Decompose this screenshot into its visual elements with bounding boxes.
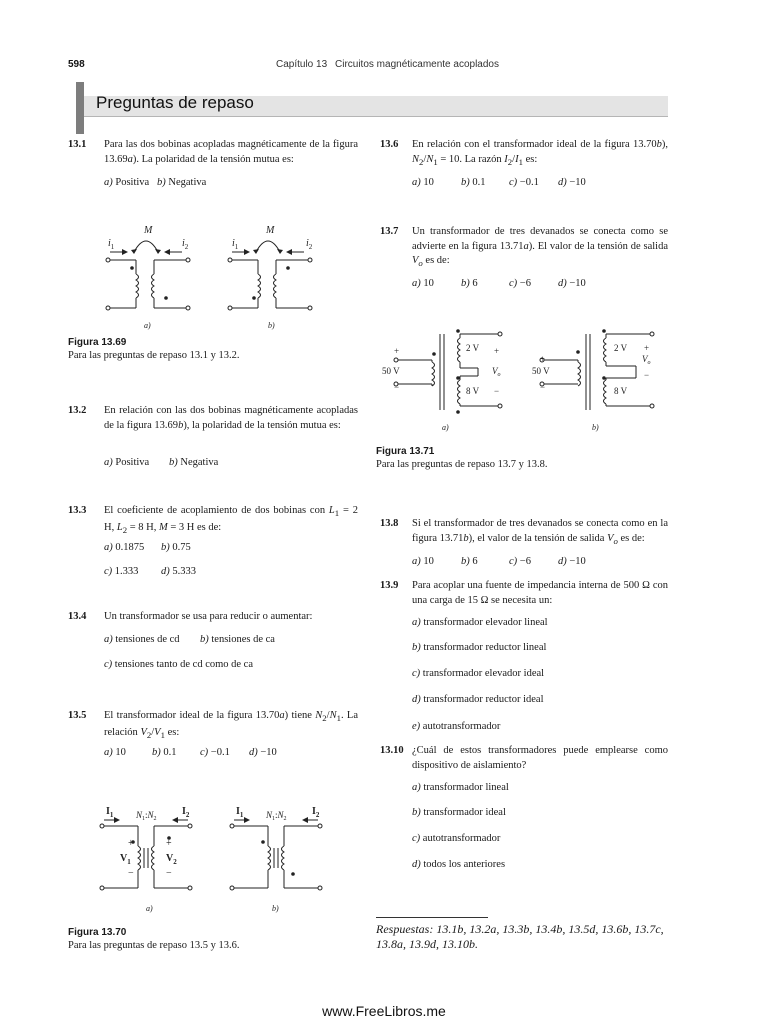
svg-text:8 V: 8 V <box>614 386 628 396</box>
option-c: c) tensiones tanto de cd como de ca <box>104 659 253 670</box>
svg-text:a): a) <box>146 904 153 913</box>
svg-text:−: − <box>494 386 500 396</box>
svg-text:−: − <box>128 868 134 879</box>
svg-text:−: − <box>394 382 400 392</box>
figure-13-70 <box>96 800 336 916</box>
option-c: c) −0.1 <box>200 747 230 758</box>
svg-text:−: − <box>166 868 172 879</box>
section-title-accent <box>76 82 84 134</box>
svg-text:50 V: 50 V <box>532 366 550 376</box>
svg-text:i1: $i_1$ <box>232 238 239 251</box>
option-d: d) todos los anteriores <box>412 859 506 870</box>
svg-text:i2: $i_2$ <box>182 238 189 251</box>
svg-text:−: − <box>644 370 650 380</box>
svg-text:+: + <box>494 346 500 356</box>
question-text: Si el transformador de tres devanados se conecta como en la figura 13.71b), el valor de la tensión de salida $V_o$ es de: <box>412 518 668 546</box>
figure-13-69 <box>96 222 328 332</box>
option-d: d) −10 <box>558 177 586 188</box>
question-text: ¿Cuál de estos transformadores puede emplearse como dispositivo de aislamiento? <box>412 745 668 771</box>
option-d: d) −10 <box>558 278 586 289</box>
svg-text:b): b) <box>272 904 279 913</box>
option-a: a) 10 <box>104 747 126 758</box>
option-b: b) transformador reductor lineal <box>412 642 547 653</box>
svg-text:V1: $V_1$ <box>120 853 131 866</box>
figure-caption: Figura 13.71 <box>376 446 435 457</box>
option-c: c) transformador elevador ideal <box>412 668 545 679</box>
option-e: e) autotransformador <box>412 721 501 732</box>
question-text: En relación con las dos bobinas magnéticamente acopladas de la figura 13.69b), la polaridad de la tensión mutua es: <box>104 405 358 431</box>
option-a: a) 10 <box>412 556 434 567</box>
svg-text:I2: $I_2$ <box>182 806 190 819</box>
option-b: b) Negativa <box>169 457 219 468</box>
svg-text:b): b) <box>268 321 275 330</box>
svg-text:N1:N2: $N_1:N_2$ <box>266 810 287 822</box>
option-a: a) tensiones de cd <box>104 634 180 645</box>
question-number: 13.5 <box>68 710 87 721</box>
svg-text:8 V: 8 V <box>466 386 480 396</box>
svg-text:−: − <box>540 382 546 392</box>
svg-text:+: + <box>394 346 400 356</box>
question-number: 13.9 <box>380 580 399 591</box>
answers: Respuestas: 13.1b, 13.2a, 13.3b, 13.4b, 13.5d, 13.6b, 13.7c, 13.8a, 13.9d, 13.10b. <box>376 922 664 951</box>
svg-text:I1: $I_1$ <box>236 806 244 819</box>
option-c: c) −6 <box>509 556 531 567</box>
question-number: 13.6 <box>380 139 399 150</box>
chapter-label: Capítulo 13 <box>276 59 328 70</box>
svg-text:+: + <box>166 838 172 849</box>
svg-text:N1:N2: $N_1:N_2$ <box>136 810 157 822</box>
svg-text:M: M <box>144 225 153 236</box>
figure-caption-text: Para las preguntas de repaso 13.7 y 13.8. <box>376 459 548 470</box>
option-a: a) Positiva <box>104 457 150 468</box>
option-c: c) 1.333 <box>104 566 139 577</box>
question-number: 13.7 <box>380 226 399 237</box>
question-number: 13.3 <box>68 505 87 516</box>
question-text: El transformador ideal de la figura 13.70a) tiene $N_2/N_1$. La relación $V_2/V_1$ es: <box>104 710 358 740</box>
option-a: a) transformador elevador lineal <box>412 617 548 628</box>
option-a: a) transformador lineal <box>412 782 509 793</box>
question-number: 13.1 <box>68 139 87 150</box>
option-c: c) autotransformador <box>412 833 501 844</box>
svg-text:+: + <box>128 838 134 849</box>
svg-text:i1: $i_1$ <box>108 238 115 251</box>
svg-text:M: M <box>266 225 275 236</box>
svg-text:+: + <box>644 343 650 353</box>
question-text: Un transformador de tres devanados se conecta como se advierte en la figura 13.71a). El valor de la tensión de salida $V_o$ es de: <box>412 226 668 269</box>
option-b: b) 6 <box>461 278 478 289</box>
question-text: Para acoplar una fuente de impedancia interna de 500 Ω con una carga de 15 Ω se necesita un: <box>412 580 668 606</box>
option-c: c) −6 <box>509 278 531 289</box>
answers-rule <box>376 917 488 918</box>
option-d: d) −10 <box>558 556 586 567</box>
page-number: 598 <box>68 59 85 70</box>
question-number: 13.8 <box>380 518 399 529</box>
svg-text:a): a) <box>144 321 151 330</box>
option-a: a) 0.1875 <box>104 542 145 553</box>
option-b: b) Negativa <box>157 177 207 188</box>
figure-13-71 <box>378 324 668 436</box>
svg-text:Vo: $V_o$ <box>492 366 501 378</box>
question-number: 13.10 <box>380 745 404 756</box>
question-text: Para las dos bobinas acopladas magnéticamente de la figura 13.69a). La polaridad de la tensión mutua es: <box>104 139 358 165</box>
svg-text:I1: $I_1$ <box>106 806 114 819</box>
option-b: b) tensiones de ca <box>200 634 275 645</box>
option-b: b) 0.1 <box>152 747 177 758</box>
svg-text:+: + <box>540 354 546 364</box>
question-text: En relación con el transformador ideal de la figura 13.70b), $N_2/N_1 = 10$. La razón $I_2/I_1$ es: <box>412 139 668 167</box>
svg-text:2 V: 2 V <box>466 343 480 353</box>
figure-caption: Figura 13.70 <box>68 927 127 938</box>
svg-text:I2: $I_2$ <box>312 806 320 819</box>
option-b: b) 0.1 <box>461 177 486 188</box>
option-b: b) 6 <box>461 556 478 567</box>
option-a: a) Positiva <box>104 177 150 188</box>
figure-caption-text: Para las preguntas de repaso 13.5 y 13.6. <box>68 940 240 951</box>
option-d: d) 5.333 <box>161 566 196 577</box>
question-text: El coeficiente de acoplamiento de dos bobinas con $L_1 = 2$ H, $L_2 = 8$ H, M = 3 H es de: <box>104 505 358 535</box>
option-a: a) 10 <box>412 177 434 188</box>
question-number: 13.4 <box>68 611 87 622</box>
svg-text:V2: $V_2$ <box>166 853 177 866</box>
option-d: d) −10 <box>249 747 277 758</box>
option-c: c) −0.1 <box>509 177 539 188</box>
option-b: b) transformador ideal <box>412 807 506 818</box>
section-title: Preguntas de repaso <box>96 93 254 112</box>
footer-link[interactable]: www.FreeLibros.me <box>322 1003 446 1019</box>
svg-text:Vo: $V_o$ <box>642 354 651 366</box>
figure-caption-text: Para las preguntas de repaso 13.1 y 13.2. <box>68 350 240 361</box>
option-a: a) 10 <box>412 278 434 289</box>
svg-text:a): a) <box>442 423 449 432</box>
svg-text:i2: $i_2$ <box>306 238 313 251</box>
svg-text:50 V: 50 V <box>382 366 400 376</box>
question-number: 13.2 <box>68 405 87 416</box>
figure-caption: Figura 13.69 <box>68 337 127 348</box>
svg-text:2 V: 2 V <box>614 343 628 353</box>
option-d: d) transformador reductor ideal <box>412 694 544 705</box>
question-text: Un transformador se usa para reducir o aumentar: <box>104 611 313 622</box>
chapter-title: Circuitos magnéticamente acoplados <box>335 59 499 70</box>
svg-text:b): b) <box>592 423 599 432</box>
option-b: b) 0.75 <box>161 542 191 553</box>
